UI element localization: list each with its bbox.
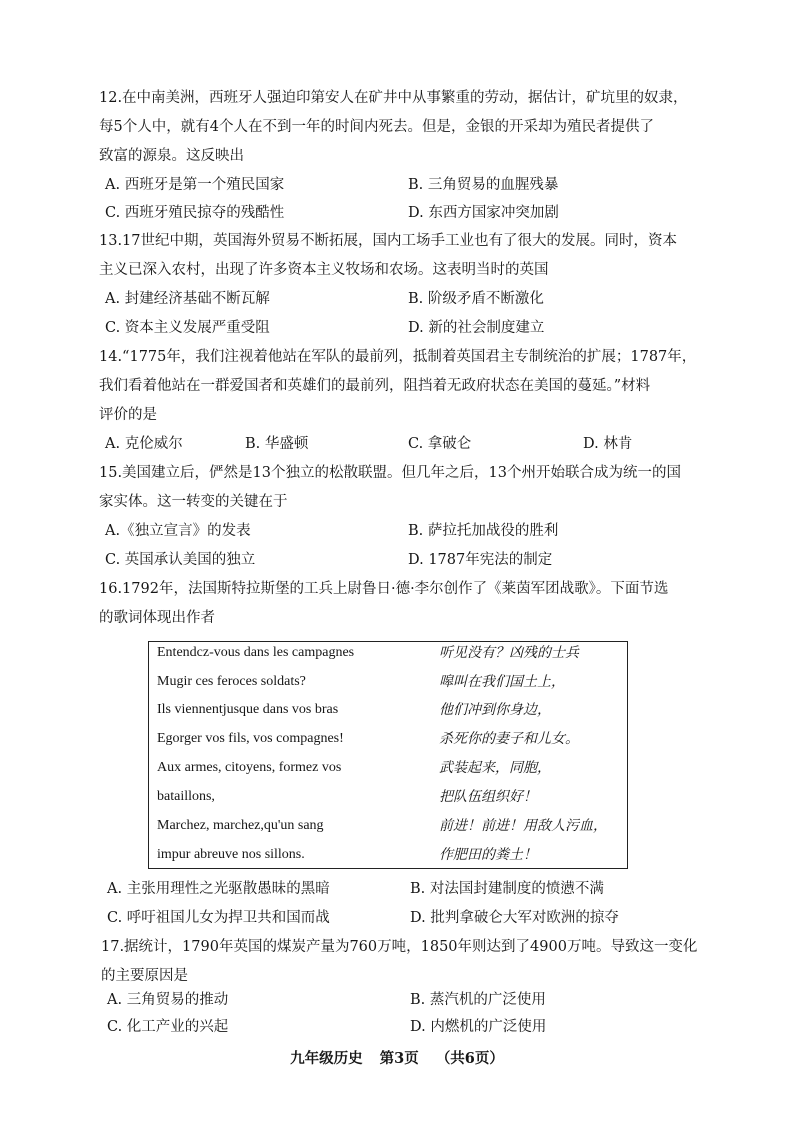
q15-option-d: D. 1787年宪法的制定 bbox=[408, 552, 553, 568]
q14-stem-line-3: 评价的是 bbox=[99, 407, 157, 423]
q16-option-a: A. 主张用理性之光驱散愚昧的黑暗 bbox=[107, 881, 330, 897]
footer-total-pages: （共6页） bbox=[435, 1050, 504, 1067]
q17-option-d: D. 内燃机的广泛使用 bbox=[410, 1019, 547, 1035]
q12-option-b: B. 三角贸易的血腥残暴 bbox=[408, 177, 559, 193]
lyric-chinese-line: 嗥叫在我们国土上， bbox=[439, 674, 565, 690]
lyric-french-line: Marchez, marchez,qu'un sang bbox=[157, 818, 324, 833]
lyric-chinese-line: 武装起来，同胞， bbox=[439, 760, 551, 776]
q15-stem-line-1: 15.美国建立后，俨然是13个独立的松散联盟。但几年之后，13个州开始联合成为统一的国 bbox=[99, 465, 681, 481]
q12-option-d: D. 东西方国家冲突加剧 bbox=[408, 205, 559, 221]
lyric-chinese-line: 听见没有？凶残的士兵 bbox=[439, 645, 579, 661]
q12-stem-line-1: 12.在中南美洲，西班牙人强迫印第安人在矿井中从事繁重的劳动，据估计，矿坑里的奴隶， bbox=[99, 90, 688, 106]
q12-option-a: A. 西班牙是第一个殖民国家 bbox=[105, 177, 285, 193]
q12-option-c: C. 西班牙殖民掠夺的残酷性 bbox=[105, 205, 285, 221]
q15-option-b: B. 萨拉托加战役的胜利 bbox=[408, 523, 559, 539]
lyric-french-line: bataillons, bbox=[157, 789, 215, 804]
lyric-chinese-line: 作肥田的粪土！ bbox=[439, 847, 537, 863]
q15-stem-line-2: 家实体。这一转变的关键在于 bbox=[99, 494, 288, 510]
q17-option-a: A. 三角贸易的推动 bbox=[107, 992, 229, 1008]
q17-stem-line-1: 17.据统计，1790年英国的煤炭产量为760万吨，1850年则达到了4900万吨。导致这一变化 bbox=[101, 939, 698, 955]
q14-stem-line-2: 我们看着他站在一群爱国者和英雄们的最前列，阻挡着无政府状态在美国的蔓延。”材料 bbox=[99, 378, 651, 394]
q12-stem-line-3: 致富的源泉。这反映出 bbox=[99, 148, 244, 164]
q17-stem-line-2: 的主要原因是 bbox=[101, 968, 188, 984]
page-footer bbox=[0, 1047, 794, 1068]
q17-option-b: B. 蒸汽机的广泛使用 bbox=[410, 992, 546, 1008]
lyric-french-line: Ils viennentjusque dans vos bras bbox=[157, 702, 339, 717]
lyric-french-line: Entendcz-vous dans les campagnes bbox=[157, 645, 355, 660]
q16-option-d: D. 批判拿破仑大军对欧洲的掠夺 bbox=[410, 910, 619, 926]
lyrics-table bbox=[148, 641, 628, 869]
q16-option-c: C. 呼吁祖国儿女为捍卫共和国而战 bbox=[107, 910, 330, 926]
q13-option-b: B. 阶级矛盾不断激化 bbox=[408, 291, 544, 307]
footer-page-number: 第3页 bbox=[379, 1050, 419, 1067]
lyric-chinese-line: 杀死你的妻子和儿女。 bbox=[439, 731, 579, 747]
lyric-french-line: Aux armes, citoyens, formez vos bbox=[157, 760, 342, 775]
q17-option-c: C. 化工产业的兴起 bbox=[107, 1019, 229, 1035]
q13-stem-line-1: 13.17世纪中期，英国海外贸易不断拓展，国内工场手工业也有了很大的发展。同时，资本 bbox=[99, 233, 678, 249]
q15-option-c: C. 英国承认美国的独立 bbox=[105, 552, 256, 568]
lyric-chinese-line: 把队伍组织好！ bbox=[439, 789, 537, 805]
q14-option-d: D. 林肯 bbox=[583, 436, 633, 452]
lyric-chinese-line: 前进！前进！用敌人污血， bbox=[439, 818, 607, 834]
lyric-chinese-line: 他们冲到你身边， bbox=[439, 702, 551, 718]
q14-stem-line-1: 14.“1775年，我们注视着他站在军队的最前列，抵制着英国君主专制统治的扩展；1787年， bbox=[99, 349, 697, 365]
q13-option-a: A. 封建经济基础不断瓦解 bbox=[105, 291, 270, 307]
q13-stem-line-2: 主义已深入农村，出现了许多资本主义牧场和农场。这表明当时的英国 bbox=[99, 262, 549, 278]
lyric-french-line: impur abreuve nos sillons. bbox=[157, 847, 305, 862]
q16-stem-line-2: 的歌词体现出作者 bbox=[99, 610, 215, 626]
q16-stem-line-1: 16.1792年，法国斯特拉斯堡的工兵上尉鲁日·德·李尔创作了《莱茵军团战歌》。下面节选 bbox=[99, 581, 669, 597]
q16-option-b: B. 对法国封建制度的愤懑不满 bbox=[410, 881, 604, 897]
footer-subject: 九年级历史 bbox=[290, 1050, 363, 1067]
q14-option-a: A. 克伦威尔 bbox=[105, 436, 183, 452]
lyric-french-line: Egorger vos fils, vos compagnes! bbox=[157, 731, 344, 746]
q13-option-c: C. 资本主义发展严重受阻 bbox=[105, 320, 270, 336]
q14-option-b: B. 华盛顿 bbox=[245, 436, 309, 452]
q13-option-d: D. 新的社会制度建立 bbox=[408, 320, 545, 336]
q14-option-c: C. 拿破仑 bbox=[408, 436, 472, 452]
q12-stem-line-2: 每5个人中，就有4个人在不到一年的时间内死去。但是，金银的开采却为殖民者提供了 bbox=[99, 119, 654, 135]
lyric-french-line: Mugir ces feroces soldats? bbox=[157, 674, 306, 689]
q15-option-a: A.《独立宣言》的发表 bbox=[105, 523, 251, 539]
